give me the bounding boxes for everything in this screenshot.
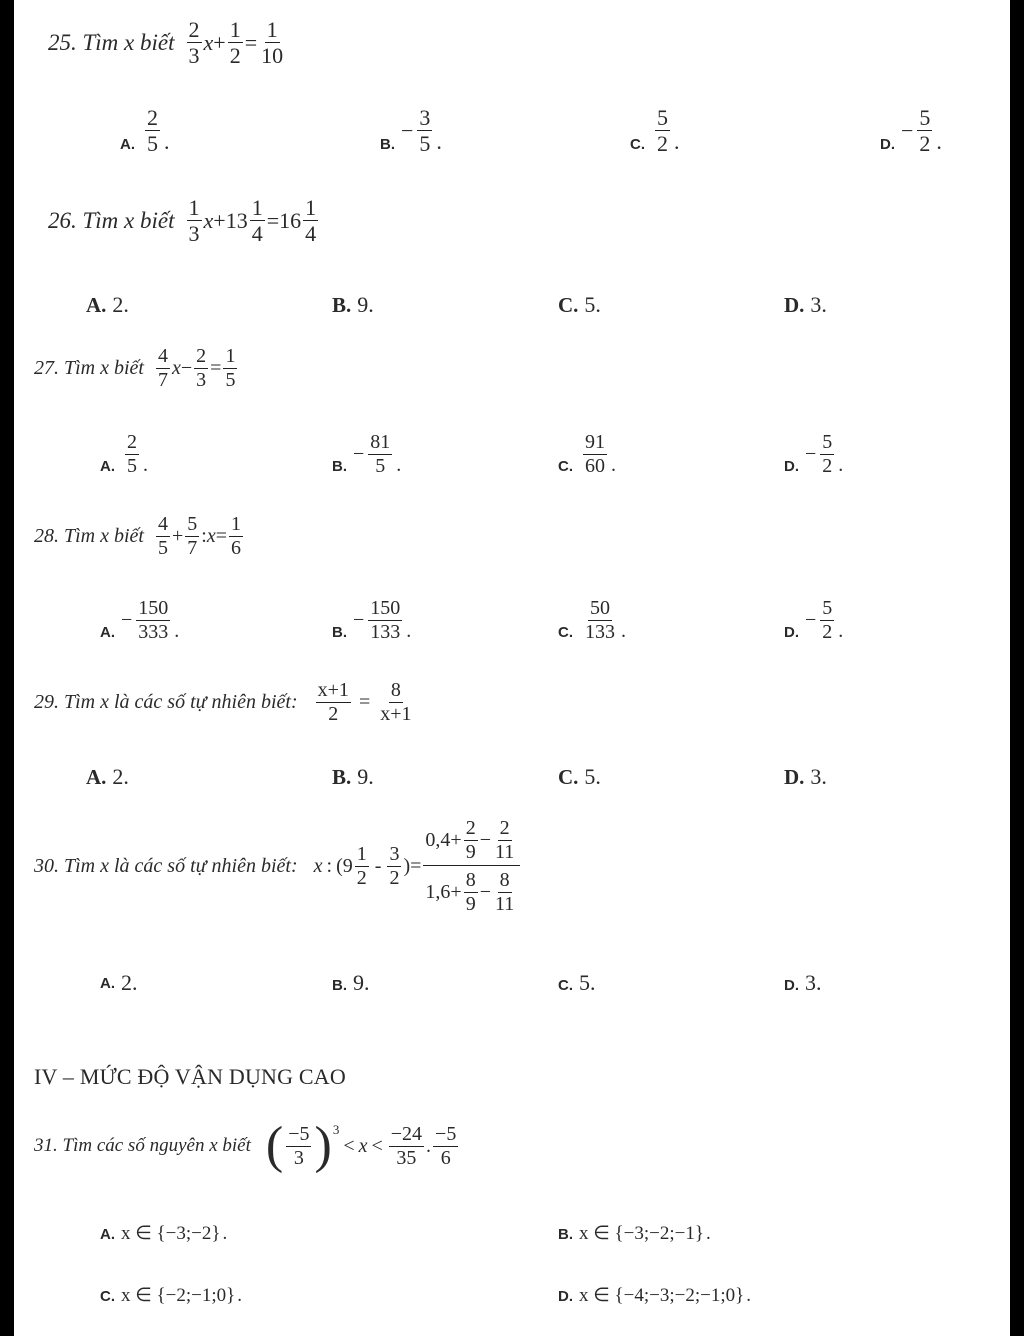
option-key: B. [332, 977, 347, 994]
paren-close: ) [314, 1117, 332, 1174]
option-key: B. [332, 292, 352, 317]
fraction-numerator: 150 [370, 597, 401, 619]
equation [185, 18, 288, 67]
fraction-numerator: 5 [657, 105, 668, 130]
option-value: 9 [357, 764, 369, 789]
option-key: C. [558, 764, 579, 789]
compound-numerator [423, 818, 520, 866]
operator: + [172, 525, 184, 547]
option-key: B. [558, 1226, 573, 1243]
fraction-numerator: 3 [419, 105, 431, 130]
question-label: 31. Tìm các số nguyên x biết [34, 1135, 251, 1156]
operator: + [450, 881, 462, 903]
fraction-numerator: 5 [822, 597, 833, 619]
option-key: B. [332, 764, 352, 789]
fraction-denominator: 3 [188, 221, 200, 247]
option-key: C. [558, 624, 573, 641]
fraction-numerator: 1 [251, 195, 263, 220]
option-key: C. [558, 458, 573, 475]
paren: ) [403, 855, 411, 877]
option-end: . [611, 454, 616, 476]
option-a[interactable] [86, 764, 129, 790]
option-key: A. [100, 974, 115, 992]
option-end: . [595, 764, 601, 789]
fraction-denominator: 5 [419, 131, 431, 157]
section-heading: IV – MỨC ĐỘ VẬN DỤNG CAO [34, 1064, 346, 1089]
option-value: 5 [584, 292, 596, 317]
option-a[interactable] [100, 598, 179, 643]
paren-open: ( [265, 1117, 284, 1174]
option-end: . [821, 292, 827, 317]
exponent: 3 [332, 1122, 340, 1137]
fraction-denominator: 2 [229, 43, 241, 69]
option-b[interactable] [332, 292, 374, 318]
operator: < [343, 1134, 355, 1157]
fraction-denominator: 5 [127, 455, 137, 477]
operator: = [358, 691, 371, 713]
fraction-denominator: x+1 [380, 703, 412, 725]
option-key: A. [120, 136, 135, 154]
fraction-denominator: 333 [138, 621, 169, 643]
fraction-denominator: 9 [465, 841, 476, 863]
option-end: . [838, 620, 844, 642]
operator: − [479, 829, 491, 851]
option-b[interactable] [332, 432, 401, 477]
fraction-denominator: 60 [585, 455, 605, 477]
operator: + [450, 829, 462, 851]
option-a[interactable] [100, 1222, 227, 1245]
variable-x: x [313, 855, 323, 877]
worksheet-page [14, 0, 1010, 1336]
fraction-numerator: 1 [188, 195, 200, 220]
fraction-numerator: 4 [158, 513, 168, 535]
whole-part: 9 [342, 855, 353, 877]
option-c[interactable] [558, 970, 596, 996]
option-key: A. [100, 1226, 115, 1243]
option-value: 3 [805, 970, 816, 995]
fraction-numerator: −24 [390, 1122, 423, 1145]
equation [265, 1117, 460, 1174]
option-a[interactable] [100, 432, 148, 477]
option-d[interactable] [784, 598, 843, 643]
option-end: . [143, 454, 148, 476]
option-key: D. [784, 977, 799, 994]
option-end: . [368, 764, 374, 789]
option-end: . [590, 970, 596, 995]
option-end: . [816, 970, 822, 995]
option-end: . [396, 454, 402, 476]
option-value: 2 [121, 970, 132, 995]
question-25 [48, 18, 287, 67]
option-b[interactable] [332, 764, 374, 790]
fraction-numerator: 4 [158, 345, 168, 367]
option-end: . [132, 970, 138, 995]
option-end: . [368, 292, 374, 317]
fraction-numerator: 1 [266, 17, 278, 42]
equation [154, 514, 245, 559]
option-d[interactable] [784, 970, 822, 996]
option-key: D. [880, 136, 895, 154]
option-set: x ∈ {−3;−2;−1} [579, 1223, 704, 1244]
option-end: . [237, 1285, 243, 1306]
fraction-denominator: 10 [261, 43, 284, 69]
fraction-numerator: 2 [147, 105, 158, 130]
option-key: A. [86, 764, 107, 789]
compound-denominator [423, 866, 520, 915]
option-b[interactable] [380, 106, 442, 155]
variable-x: x [172, 357, 181, 379]
option-d[interactable] [784, 292, 827, 318]
option-c[interactable] [630, 106, 680, 155]
fraction-numerator: 2 [127, 431, 137, 453]
fraction-numerator: −5 [288, 1122, 310, 1145]
operator: = [210, 357, 222, 379]
fraction-denominator: 2 [389, 867, 400, 889]
fraction-numerator: −5 [435, 1122, 457, 1145]
variable-x: x [358, 1134, 368, 1157]
option-value: 9 [353, 970, 364, 995]
fraction-numerator: 2 [188, 17, 200, 42]
fraction-numerator: 3 [389, 843, 400, 865]
equation [314, 818, 523, 915]
option-key: B. [332, 458, 347, 475]
option-c[interactable] [558, 764, 601, 790]
option-sign: − [805, 443, 817, 465]
operator: + [213, 29, 226, 55]
fraction-numerator: 5 [822, 431, 833, 453]
option-sign: − [401, 117, 414, 143]
fraction-denominator: 7 [158, 369, 168, 391]
fraction-numerator: 1 [229, 17, 241, 42]
fraction-numerator: 1 [305, 195, 317, 220]
fraction-numerator: 2 [465, 817, 476, 839]
fraction-numerator: 81 [370, 431, 391, 453]
option-key: C. [558, 292, 579, 317]
option-key: D. [784, 624, 799, 641]
option-c[interactable] [558, 432, 616, 477]
compound-fraction [423, 818, 520, 915]
operator: - [374, 855, 382, 877]
option-key: C. [558, 977, 573, 994]
fraction-denominator: 4 [251, 221, 263, 247]
fraction-denominator: 11 [494, 893, 515, 915]
equation [314, 680, 416, 725]
fraction-denominator: 2 [822, 455, 833, 477]
option-set: x ∈ {−2;−1;0} [121, 1285, 236, 1306]
fraction-numerator: 8 [390, 679, 401, 701]
fraction-denominator: 7 [187, 537, 198, 559]
whole-part: 16 [279, 207, 302, 233]
variable-x: x [206, 525, 216, 547]
option-a[interactable] [120, 106, 170, 155]
question-28 [34, 514, 245, 559]
question-label: 27. Tìm x biết [34, 357, 144, 379]
option-c[interactable] [100, 1284, 242, 1307]
option-end: . [436, 129, 442, 155]
option-d[interactable] [784, 432, 843, 477]
fraction-numerator: 2 [196, 345, 207, 367]
option-b[interactable] [558, 1222, 711, 1245]
option-value: 3 [810, 292, 822, 317]
fraction-denominator: 3 [196, 369, 207, 391]
option-key: B. [332, 624, 347, 641]
operator: = [215, 525, 228, 547]
equation [185, 196, 321, 245]
option-c[interactable] [558, 598, 626, 643]
option-set: x ∈ {−4;−3;−2;−1;0} [579, 1285, 745, 1306]
option-key: D. [784, 292, 805, 317]
fraction-denominator: 133 [370, 621, 401, 643]
option-end: . [595, 292, 601, 317]
fraction-denominator: 6 [231, 537, 242, 559]
option-value: 2 [112, 292, 124, 317]
option-end: . [838, 454, 844, 476]
option-key: A. [86, 292, 107, 317]
option-sign: − [353, 443, 365, 465]
question-31 [34, 1117, 460, 1174]
fraction-numerator: 1 [231, 513, 242, 535]
option-end: . [174, 620, 180, 642]
option-key: C. [630, 136, 645, 154]
operator: = [410, 855, 422, 877]
option-key: D. [784, 458, 799, 475]
fraction-denominator: 5 [225, 369, 236, 391]
option-end: . [621, 620, 626, 642]
operator: − [479, 881, 491, 903]
fraction-denominator: 133 [585, 621, 615, 643]
fraction-numerator: 5 [919, 105, 931, 130]
option-b[interactable] [332, 970, 370, 996]
fraction-numerator: 91 [585, 431, 605, 453]
fraction-denominator: 4 [305, 221, 317, 247]
fraction-numerator: 8 [499, 869, 510, 891]
fraction-numerator: 150 [138, 597, 169, 619]
option-d[interactable] [880, 106, 942, 155]
option-end: . [222, 1223, 228, 1244]
fraction-numerator: 50 [590, 597, 610, 619]
question-29 [34, 680, 416, 725]
question-label: 30. Tìm x là các số tự nhiên biết: [34, 855, 298, 877]
operator: : [201, 525, 207, 547]
question-label: 28. Tìm x biết [34, 525, 144, 547]
operator: + [213, 207, 226, 233]
option-end: . [364, 970, 370, 995]
option-value: 2 [112, 764, 124, 789]
decimal: 0,4 [425, 829, 451, 851]
operator: − [180, 357, 193, 379]
whole-part: 13 [225, 207, 248, 233]
question-label: 26. Tìm x biết [48, 207, 175, 233]
option-end: . [746, 1285, 752, 1306]
fraction-denominator: 2 [822, 621, 833, 643]
operator: = [244, 29, 258, 55]
option-sign: − [901, 117, 914, 143]
fraction-numerator: 1 [225, 345, 236, 367]
fraction-denominator: 11 [494, 841, 515, 863]
option-sign: − [353, 609, 365, 631]
option-d[interactable] [558, 1284, 751, 1307]
question-30 [34, 818, 522, 915]
decimal: 1,6 [425, 881, 451, 903]
operator: = [266, 207, 280, 233]
option-end: . [164, 129, 170, 155]
fraction-denominator: 5 [147, 131, 158, 157]
option-end: . [706, 1223, 711, 1244]
fraction-denominator: 2 [919, 131, 931, 157]
question-26 [48, 196, 320, 245]
option-key: D. [784, 764, 805, 789]
fraction-denominator: 5 [158, 537, 168, 559]
question-label: 29. Tìm x là các số tự nhiên biết: [34, 691, 298, 713]
fraction-denominator: 9 [465, 893, 476, 915]
option-key: A. [100, 458, 115, 475]
operator: . [426, 1134, 432, 1157]
variable-x: x [203, 207, 214, 233]
option-end: . [123, 764, 129, 789]
option-sign: − [121, 609, 133, 631]
option-end: . [936, 129, 942, 155]
fraction-numerator: 8 [465, 869, 476, 891]
option-key: D. [558, 1288, 573, 1305]
option-key: A. [100, 624, 115, 641]
fraction-numerator: x+1 [317, 679, 349, 701]
option-value: 9 [357, 292, 369, 317]
fraction-denominator: 2 [328, 703, 339, 725]
fraction-denominator: 2 [657, 131, 668, 157]
fraction-numerator: 2 [499, 817, 510, 839]
option-value: 5 [584, 764, 596, 789]
variable-x: x [203, 29, 214, 55]
option-value: 5 [579, 970, 590, 995]
option-a[interactable] [86, 292, 129, 318]
option-end: . [123, 292, 129, 317]
option-key: C. [100, 1288, 115, 1305]
question-label: 25. Tìm x biết [48, 29, 175, 55]
paren: ( [336, 855, 343, 877]
option-key: B. [380, 136, 395, 154]
equation [154, 346, 239, 391]
option-end: . [674, 129, 680, 155]
option-b[interactable] [332, 598, 411, 643]
fraction-denominator: 2 [356, 867, 367, 889]
option-set: x ∈ {−3;−2} [121, 1223, 221, 1244]
fraction-numerator: 5 [187, 513, 198, 535]
option-d[interactable] [784, 764, 827, 790]
option-end: . [406, 620, 412, 642]
operator: : [326, 855, 333, 877]
option-a[interactable] [100, 970, 138, 996]
fraction-denominator: 3 [188, 43, 200, 69]
option-value: 3 [810, 764, 822, 789]
fraction-denominator: 5 [375, 455, 386, 477]
option-c[interactable] [558, 292, 601, 318]
question-27 [34, 346, 239, 391]
option-end: . [821, 764, 827, 789]
fraction-denominator: 35 [396, 1146, 417, 1169]
fraction-denominator: 3 [293, 1146, 304, 1169]
fraction-numerator: 1 [356, 843, 367, 865]
fraction-denominator: 6 [440, 1146, 451, 1169]
operator: < [371, 1134, 383, 1157]
option-sign: − [805, 609, 817, 631]
